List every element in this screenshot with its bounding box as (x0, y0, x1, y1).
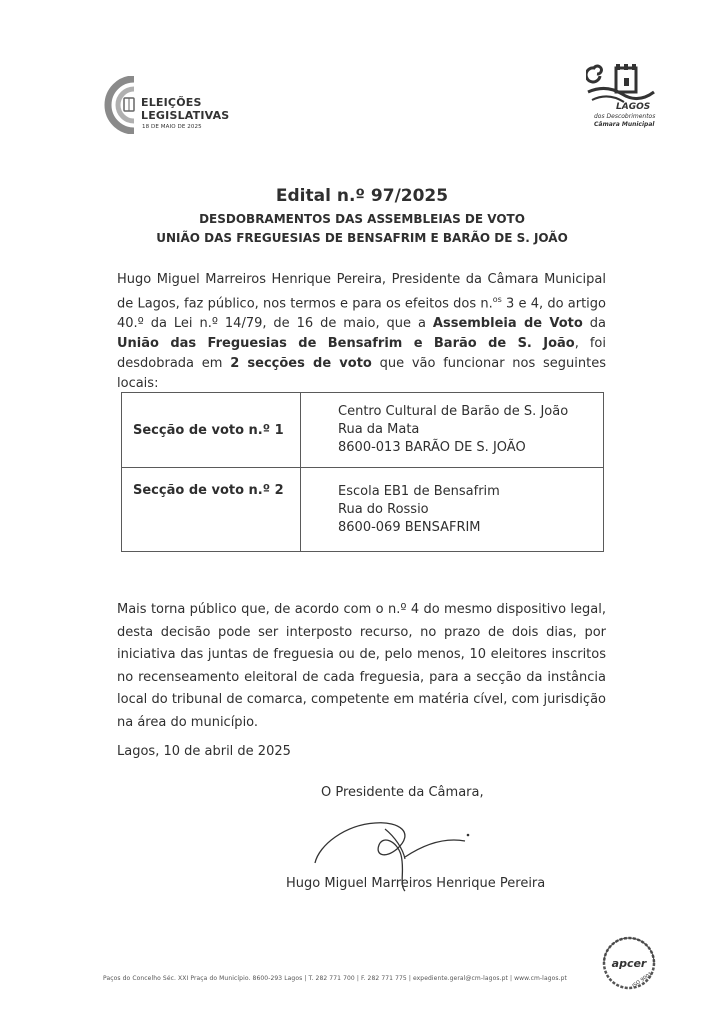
section-address (301, 468, 604, 552)
election-logo-line2: LEGISLATIVAS (141, 109, 230, 122)
president-title: O Presidente da Câmara, (321, 785, 484, 800)
municipal-logo-name: LAGOS (616, 102, 651, 112)
voting-sections-table (121, 392, 604, 552)
address-postcode: 8600-013 BARÃO DE S. JOÃO (338, 440, 526, 455)
address-postcode: 8600-069 BENSAFRIM (338, 520, 481, 535)
address-venue: Centro Cultural de Barão de S. João (338, 404, 569, 419)
election-logo-date: 18 DE MAIO DE 2025 (142, 124, 202, 130)
table-row (122, 468, 604, 552)
address-street: Rua do Rossio (338, 502, 429, 517)
election-logo (104, 72, 239, 136)
municipal-logo-council: Câmara Municipal (594, 121, 655, 128)
section-label: Secção de voto n.º 2 (122, 468, 301, 552)
address-street: Rua da Mata (338, 422, 420, 437)
address-venue: Escola EB1 de Bensafrim (338, 484, 500, 499)
table-row (122, 393, 604, 468)
document-subtitle-2: UNIÃO DAS FREGUESIAS DE BENSAFRIM E BARÃO DE S. JOÃO (156, 231, 568, 245)
election-logo-line1: ELEIÇÕES (141, 96, 202, 109)
intro-paragraph (117, 270, 606, 394)
assembly-term: Assembleia de Voto (432, 316, 583, 332)
parish-union-name: União das Freguesias de Bensafrim e Barão de S. João (117, 336, 575, 352)
municipal-emblem-icon (586, 62, 656, 106)
intro-text: que vão funcionar nos seguintes locais: (117, 356, 607, 392)
intro-text: Hugo Miguel Marreiros Henrique Pereira, Presidente da Câmara Municipal de Lagos, faz público, nos termos e para os efeitos dos n. (117, 272, 606, 312)
intro-text: , foi desdobrada em (117, 336, 606, 372)
closing-paragraph: Mais torna público que, de acordo com o n.º 4 do mesmo dispositivo legal, desta decisão pode ser interposto recurso, no prazo de dois dias, por iniciativa das juntas de freguesia ou de, pelo menos, 10 eleitores inscritos no recenseamento eleitoral de cada freguesia, para a secção da instância local do tribunal de comarca, competente em matéria cível, com jurisdição na área do município. (117, 602, 606, 730)
municipal-logo-subtitle: dos Descobrimentos (594, 113, 656, 120)
section-label: Secção de voto n.º 1 (122, 393, 301, 468)
intro-text: da (582, 316, 606, 332)
sections-count: 2 secções de voto (230, 356, 372, 372)
signatory-name: Hugo Miguel Marreiros Henrique Pereira (286, 876, 546, 891)
cert-standard: ISO 9001 (631, 971, 654, 990)
intro-text: 3 e 4, do artigo 40.º da Lei n.º 14/79, de 16 de maio, que a (117, 296, 606, 332)
intro-superscript: os (492, 295, 502, 304)
document-title: Edital n.º 97/2025 (275, 186, 449, 206)
footer-address: Paços do Concelho Séc. XXI Praça do Município. 8600-293 Lagos | T. 282 771 700 | F. 282 771 775 | expediente.geral@cm-lagos.pt | www.cm-lagos.pt (103, 975, 567, 982)
document-subtitle-1: DESDOBRAMENTOS DAS ASSEMBLEIAS DE VOTO (199, 212, 525, 226)
election-emblem-icon (104, 76, 138, 134)
certification-logo-icon (596, 935, 662, 991)
place-and-date: Lagos, 10 de abril de 2025 (117, 744, 291, 759)
municipal-logo (586, 62, 656, 134)
cert-brand: apcer (611, 957, 647, 970)
section-address (301, 393, 604, 468)
